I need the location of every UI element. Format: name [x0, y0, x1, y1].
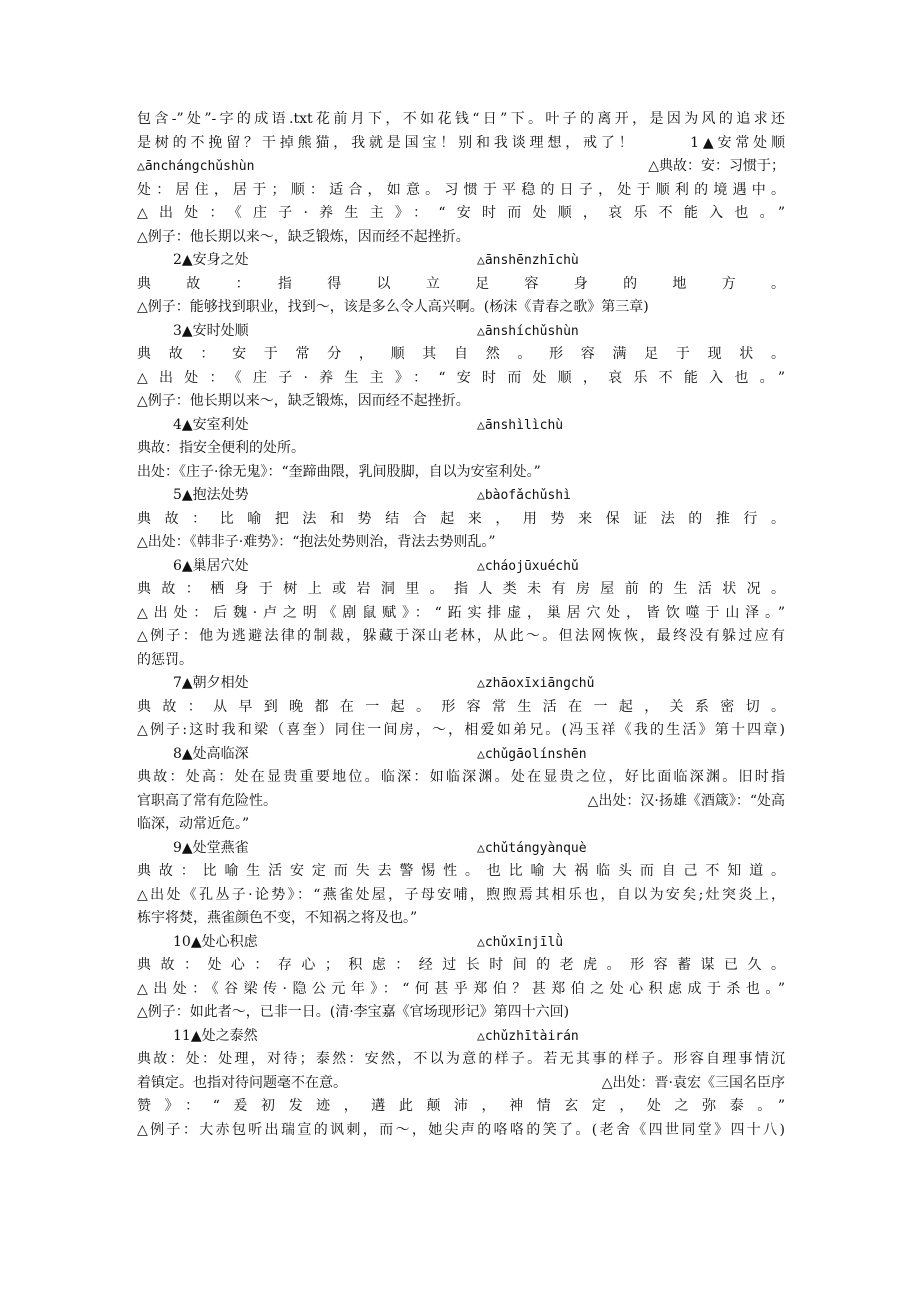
- text-line-left: 着镇定。也指对待问题毫不在意。: [137, 1074, 347, 1091]
- idiom-pinyin: △ānshíchǔshùn: [477, 323, 579, 339]
- text-line: △例子：他长期以来～，缺乏锻炼，因而经不起挫折。: [137, 393, 470, 409]
- text-line-split: [137, 790, 785, 814]
- text-line-split: [137, 1072, 785, 1096]
- text-line: △例子：能够找到职业，找到～，该是多么令人高兴啊。(杨沫《青春之歌》第三章): [137, 299, 649, 315]
- idiom-pinyin: △ānshēnzhīchù: [477, 253, 579, 268]
- idiom-pinyin: △chǔxīnjīlǜ: [477, 934, 564, 950]
- text-line-right: △出处：汉·扬雄《酒箴》：“处高: [587, 792, 785, 809]
- text-line: 典故：指安全便利的处所。: [137, 440, 305, 456]
- idiom-title: 6▲巢居穴处: [173, 557, 249, 574]
- idiom-pinyin: △zhāoxīxiāngchǔ: [477, 676, 595, 691]
- text-line: 典故：比喻把法和势结合起来，用势来保证法的推行。: [137, 510, 785, 527]
- text-line: △例子:这时我和梁（喜奎）同住一间房，～，相爱如弟兄。(冯玉祥《我的生活》第十四章): [137, 722, 785, 738]
- text-line: 处：居住，居于；顺：适合，如意。习惯于平稳的日子，处于顺利的境遇中。: [137, 181, 785, 198]
- idiom-title: 10▲处心积虑: [173, 933, 258, 950]
- text-line: △出处：《庄子·养生主》：“安时而处顺，哀乐不能入也。”: [137, 369, 785, 386]
- idiom-heading: [137, 672, 785, 696]
- text-line: 典故：栖身于树上或岩洞里。指人类未有房屋前的生活状况。: [137, 581, 785, 597]
- text-line: 典故：从早到晚都在一起。形容常生活在一起，关系密切。: [137, 698, 785, 715]
- idiom-heading: [137, 743, 785, 767]
- idiom-title: 5▲抱法处势: [173, 487, 249, 503]
- idiom-heading: [137, 414, 785, 438]
- idiom-pinyin: △chǔtángyànquè: [477, 840, 587, 856]
- idiom-heading: [137, 1025, 785, 1049]
- text-line: △例子：大赤包听出瑞宣的讽刺，而～，她尖声的咯咯的笑了。(老舍《四世同堂》四十八): [137, 1121, 785, 1138]
- idiom-heading: [137, 931, 785, 955]
- idiom-heading: [137, 484, 785, 508]
- idiom-title: 7▲朝夕相处: [173, 675, 249, 691]
- text-line: △例子：他长期以来～，缺乏锻炼，因而经不起挫折。: [137, 228, 470, 245]
- text-line: △出处：《庄子·养生主》：“安时而处顺，哀乐不能入也。”: [137, 205, 785, 221]
- text-line: 典故：安于常分，顺其自然。形容满足于现状。: [137, 346, 785, 362]
- text-line: △例子：他为逃避法律的制裁，躲藏于深山老林，从此～。但法网恢恢，最终没有躲过应有: [137, 628, 785, 644]
- idiom-title: 2▲安身之处: [173, 252, 249, 268]
- text-line: 典故：处心：存心；积虑：经过长时间的老虎。形容蓄谋已久。: [137, 957, 785, 973]
- text-line: 临深，动常近危。”: [137, 816, 250, 832]
- idiom-heading: [137, 837, 785, 861]
- text-line-right: △出处：晋·袁宏《三国名臣序: [601, 1074, 785, 1091]
- text-line: 出处：《庄子·徐无鬼》：“奎蹄曲隈，乳间股脚，自以为安室利处。”: [137, 463, 541, 480]
- text-line: 的惩罚。: [137, 651, 193, 668]
- text-line: 是树的不挽留？干掉熊猫，我就是国宝！别和我谈理想，戒了！ 1▲安常处顺: [137, 134, 785, 151]
- idiom-title: 9▲处堂燕雀: [173, 839, 249, 856]
- idiom-pinyin: △bàofǎchǔshì: [477, 488, 571, 503]
- text-line: 栋宇将焚，燕雀颜色不变，不知祸之将及也。”: [137, 910, 418, 926]
- text-line: △出处：《谷梁传·隐公元年》：“何甚乎郑伯？甚郑伯之处心积虑成于杀也。”: [137, 980, 785, 997]
- text-line-right: △典故：安：习惯于；: [648, 158, 785, 174]
- text-line-left: 官职高了常有危险性。: [137, 792, 277, 809]
- idiom-heading: [137, 555, 785, 579]
- text-line: 典 故 ： 指 得 以 立 足 容 身 的 地 方 。: [137, 275, 785, 292]
- text-line: 典故：处：处理，对待；泰然：安然，不以为意的样子。若无其事的样子。形容自理事情沉: [137, 1051, 785, 1067]
- idiom-pinyin: △cháojūxuéchǔ: [477, 558, 579, 574]
- idiom-pinyin: △chǔzhītàirán: [477, 1028, 579, 1044]
- text-line-split: [137, 155, 785, 179]
- text-line: △出处：后魏·卢之明《剧鼠赋》：“跖实排虚，巢居穴处，皆饮噬于山泽。”: [137, 604, 785, 621]
- text-line-left: △ānchángchǔshùn: [137, 159, 255, 174]
- idiom-title: 4▲安室利处: [173, 416, 249, 433]
- idiom-title: 11▲处之泰然: [173, 1027, 258, 1044]
- text-line: 包含-”处”-字的成语.txt花前月下，不如花钱“日”下。叶子的离开，是因为风的追求还: [137, 111, 785, 127]
- text-line: 典故：比喻生活安定而失去警惕性。也比喻大祸临头而自己不知道。: [137, 863, 785, 879]
- text-line: 赞》：“爰初发迹，遘此颠沛，神情玄定，处之弥泰。”: [137, 1098, 785, 1114]
- idiom-heading: [137, 320, 785, 344]
- text-line: △出处《孔丛子·论势》：“燕雀处屋，子母安哺，煦煦焉其相乐也，自以为安矣;灶突炎上，: [137, 886, 785, 903]
- idiom-pinyin: △chǔgāolínshēn: [477, 746, 587, 762]
- document-page: [137, 108, 785, 1142]
- idiom-pinyin: △ānshìlìchù: [477, 417, 564, 433]
- text-line: 典故：处高：处在显贵重要地位。临深：如临深渊。处在显贵之位，好比面临深渊。旧时指: [137, 769, 785, 785]
- idiom-heading: [137, 249, 785, 273]
- idiom-title: 8▲处高临深: [173, 745, 249, 762]
- text-line: △出处：《韩非子·难势》：“抱法处势则治，背法去势则乱。”: [137, 534, 496, 550]
- idiom-title: 3▲安时处顺: [173, 322, 249, 339]
- text-line: △例子：如此者～，已非一日。(清·李宝嘉《官场现形记》第四十六回): [137, 1004, 570, 1020]
